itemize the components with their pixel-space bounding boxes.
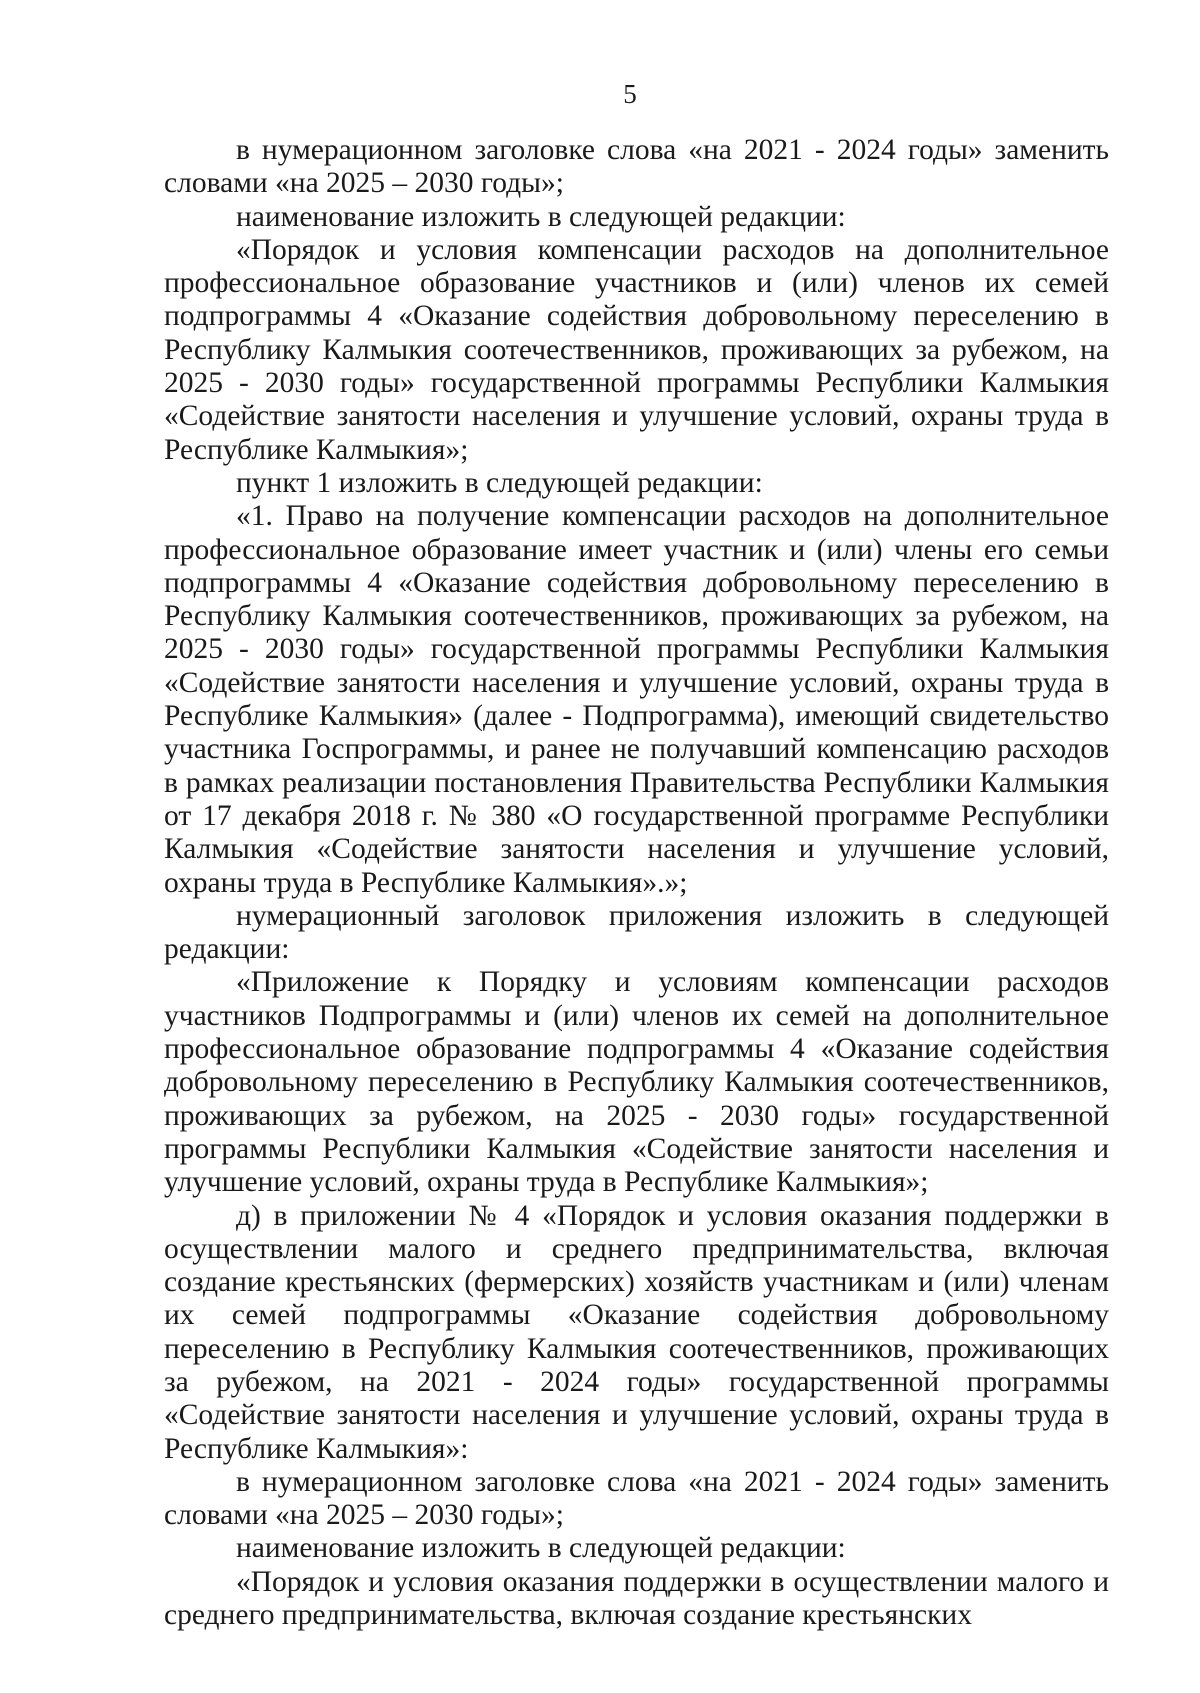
paragraph: «Порядок и условия оказания поддержки в осуществлении малого и среднего предпринимательства, включая создание крестьянских [164,1565,1109,1632]
paragraph: в нумерационном заголовке слова «на 2021 - 2024 годы» заменить словами «на 2025 – 2030 годы»; [164,1465,1109,1532]
page-number: 5 [623,79,637,109]
paragraph: «Порядок и условия компенсации расходов на дополнительное профессиональное образование участников и (или) членов их семей подпрограммы 4 «Оказание содействия добровольному переселению в Республику Калмыкия соотечественников, проживающих за рубежом, на 2025 - 2030 годы» государственной программы Республики Калмыкия «Содействие занятости населения и улучшение условий, охраны труда в Республике Калмыкия»; [164,233,1109,466]
paragraph: пункт 1 изложить в следующей редакции: [236,466,763,499]
paragraph: «Приложение к Порядку и условиям компенсации расходов участников Подпрограммы и (или) членов их семей на дополнительное профессиональное образование подпрограммы 4 «Оказание содействия добровольному переселению в Республику Калмыкия соотечественников, проживающих за рубежом, на 2025 - 2030 годы» государственной программы Республики Калмыкия «Содействие занятости населения и улучшение условий, охраны труда в Республике Калмыкия»; [164,966,1109,1199]
paragraph: д) в приложении № 4 «Порядок и условия оказания поддержки в осуществлении малого и среднего предпринимательства, включая создание крестьянских (фермерских) хозяйств участникам и (или) членам их семей подпрограммы «Оказание содействия добровольному переселению в Республику Калмыкия соотечественников, проживающих за рубежом, на 2021 - 2024 годы» государственной программы «Содействие занятости населения и улучшение условий, охраны труда в Республике Калмыкия»: [164,1199,1109,1465]
paragraph: наименование изложить в следующей редакции: [236,200,846,233]
paragraph: «1. Право на получение компенсации расходов на дополнительное профессиональное образование имеет участник и (или) члены его семьи подпрограммы 4 «Оказание содействия добровольному переселению в Республику Калмыкия соотечественников, проживающих за рубежом, на 2025 - 2030 годы» государственной программы Республики Калмыкия «Содействие занятости населения и улучшение условий, охраны труда в Республике Калмыкия» (далее - Подпрограмма), имеющий свидетельство участника Госпрограммы, и ранее не получавший компенсацию расходов в рамках реализации постановления Правительства Республики Калмыкия от 17 декабря 2018 г. № 380 «О государственной программе Республики Калмыкия «Содействие занятости населения и улучшение условий, охраны труда в Республике Калмыкия».»; [164,500,1109,899]
document-body [164,134,1109,1632]
paragraph: нумерационный заголовок приложения изложить в следующей редакции: [164,899,1109,966]
paragraph: наименование изложить в следующей редакции: [236,1532,846,1565]
paragraph: в нумерационном заголовке слова «на 2021 - 2024 годы» заменить словами «на 2025 – 2030 годы»; [164,134,1109,200]
